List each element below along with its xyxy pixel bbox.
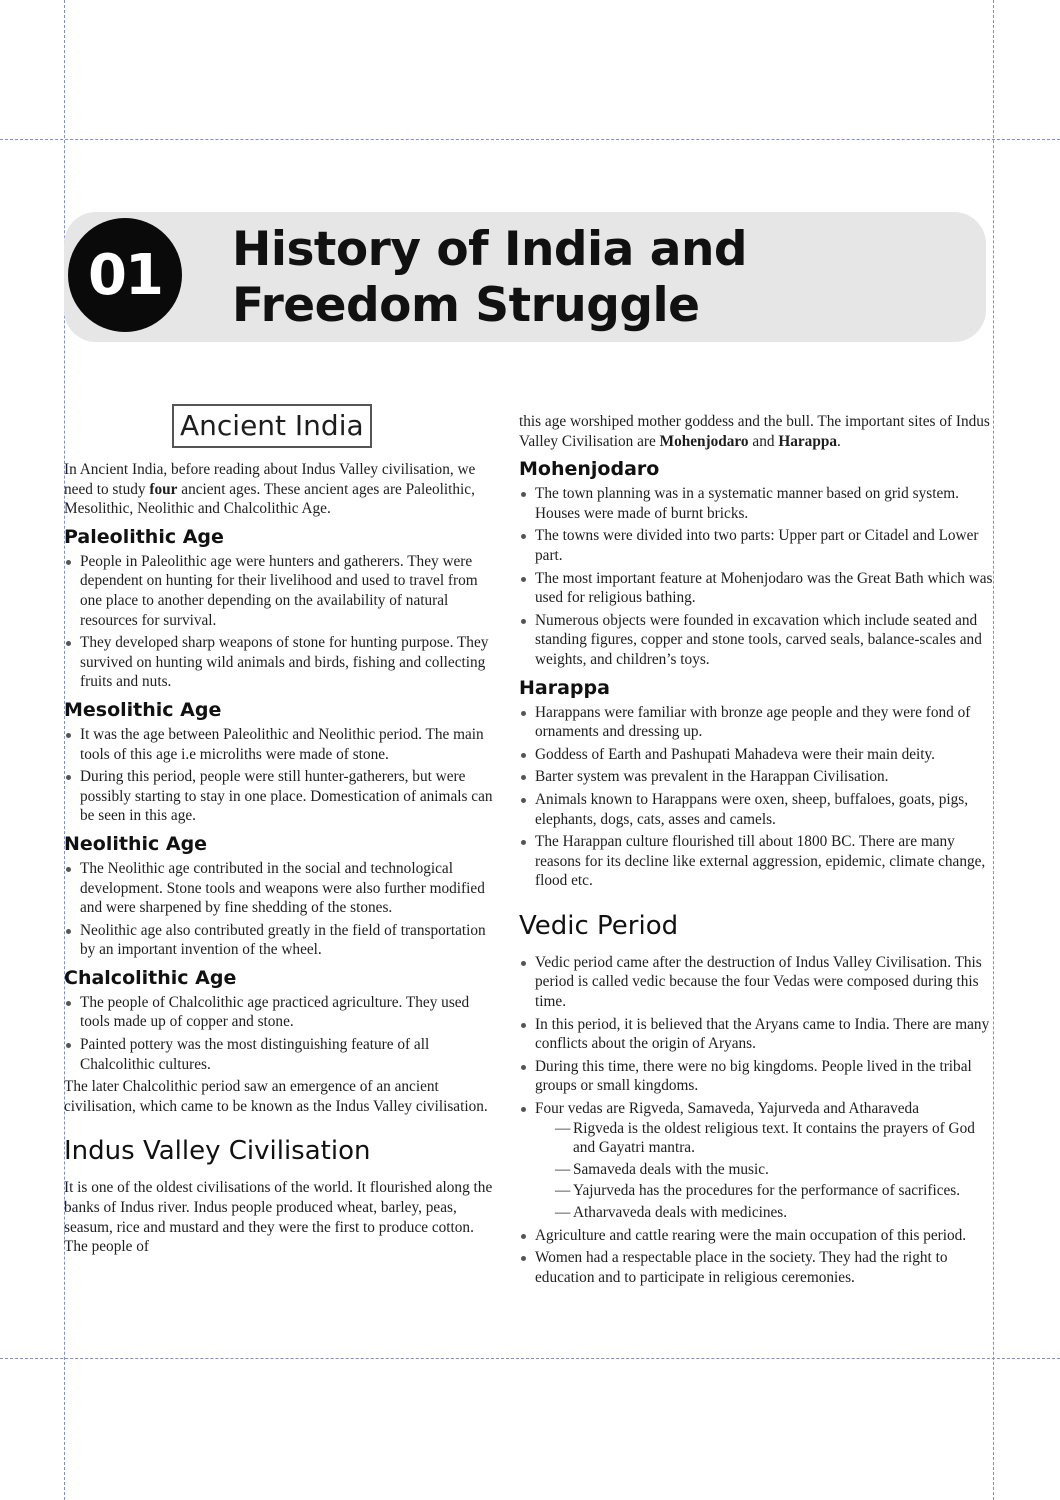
list-item: Women had a respectable place in the society. They had the right to education and to participate in religious ceremonies. xyxy=(519,1248,993,1287)
intro-paragraph: In Ancient India, before reading about Indus Valley civilisation, we need to study four ancient ages. These ancient ages are Paleolithic, Mesolithic, Neolithic and Chalcolithic Age. xyxy=(64,461,476,518)
list-item: During this time, there were no big kingdoms. People lived in the tribal groups or small kingdoms. xyxy=(519,1057,993,1096)
sublist-item: — Atharvaveda deals with medicines. xyxy=(535,1203,993,1223)
list-item-four-vedas xyxy=(519,1099,993,1223)
chalcolithic-closing-paragraph: The later Chalcolithic period saw an emergence of an ancient civilisation, which came to be known as the Indus Valley civilisation. xyxy=(64,1078,488,1115)
list-item: Goddess of Earth and Pashupati Mahadeva were their main deity. xyxy=(519,745,993,765)
list-harappa xyxy=(519,703,993,891)
crop-mark-top xyxy=(0,139,1060,140)
list-item: Harappans were familiar with bronze age people and they were fond of ornaments and dressing up. xyxy=(519,703,993,742)
list-vedic xyxy=(519,953,993,1288)
list-item: Vedic period came after the destruction of Indus Valley Civilisation. This period is called vedic because the four Vedas were composed during this time. xyxy=(519,953,993,1012)
list-item: The most important feature at Mohenjodaro was the Great Bath which was used for religious bathing. xyxy=(519,569,993,608)
list-item: Neolithic age also contributed greatly in the field of transportation by an important invention of the wheel. xyxy=(64,921,496,960)
chapter-title xyxy=(232,222,747,334)
bold-mohenjodaro: Mohenjodaro xyxy=(659,432,749,450)
indus-continued-paragraph: this age worshiped mother goddess and the bull. The important sites of Indus Valley Civilisation are Mohenjodaro and Harappa. xyxy=(519,413,990,450)
list-item: It was the age between Paleolithic and Neolithic period. The main tools of this age i.e microliths were made of stone. xyxy=(64,725,496,764)
left-column xyxy=(64,400,496,1257)
list-item: Barter system was prevalent in the Harappan Civilisation. xyxy=(519,767,993,787)
list-neolithic xyxy=(64,859,496,960)
four-vedas-text: Four vedas are Rigveda, Samaveda, Yajurveda and Atharaveda xyxy=(535,1100,919,1118)
heading-mesolithic: Mesolithic Age xyxy=(64,698,222,721)
heading-vedic-period: Vedic Period xyxy=(519,910,679,941)
list-item: The Neolithic age contributed in the social and technological development. Stone tools and weapons were also further modified and were sharpened by fine shedding of the stones. xyxy=(64,859,496,918)
heading-indus-valley: Indus Valley Civilisation xyxy=(64,1136,371,1167)
heading-harappa: Harappa xyxy=(519,676,610,699)
list-paleolithic xyxy=(64,552,496,692)
list-item: People in Paleolithic age were hunters and gatherers. They were dependent on hunting for their livelihood and used to travel from one place to another depending on the availability of natural resources for survival. xyxy=(64,552,496,630)
list-mesolithic xyxy=(64,725,496,826)
list-item: The people of Chalcolithic age practiced agriculture. They used tools made up of copper and stone. xyxy=(64,993,496,1032)
bold-harappa: Harappa xyxy=(778,432,837,450)
heading-neolithic: Neolithic Age xyxy=(64,832,208,855)
list-item: The towns were divided into two parts: Upper part or Citadel and Lower part. xyxy=(519,526,993,565)
right-column xyxy=(519,412,993,1290)
list-item: Animals known to Harappans were oxen, sheep, buffaloes, goats, pigs, elephants, dogs, cats, asses and camels. xyxy=(519,790,993,829)
list-chalcolithic xyxy=(64,993,496,1074)
list-item: They developed sharp weapons of stone for hunting purpose. They survived on hunting wild animals and birds, fishing and collecting fruits and nuts. xyxy=(64,633,496,692)
heading-chalcolithic: Chalcolithic Age xyxy=(64,966,237,989)
sublist-item: — Samaveda deals with the music. xyxy=(535,1160,993,1180)
list-mohenjodaro xyxy=(519,484,993,669)
list-item: During this period, people were still hunter-gatherers, but were possibly starting to stay in one place. Domestication of animals can be seen in this age. xyxy=(64,767,496,826)
chapter-title-line1: History of India and xyxy=(232,222,748,277)
list-item: The town planning was in a systematic manner based on grid system. Houses were made of burnt bricks. xyxy=(519,484,993,523)
indus-paragraph: It is one of the oldest civilisations of the world. It flourished along the banks of Indus river. Indus people produced wheat, barley, peas, seasum, rice and mustard and they were the first to produce cotton. The people of xyxy=(64,1179,493,1256)
chapter-title-line2: Freedom Struggle xyxy=(232,278,700,333)
intro-bold-four: four xyxy=(149,480,178,498)
chapter-number-badge: 01 xyxy=(68,218,182,332)
heading-mohenjodaro: Mohenjodaro xyxy=(519,458,660,481)
list-item: Painted pottery was the most distinguishing feature of all Chalcolithic cultures. xyxy=(64,1035,496,1074)
section-title-ancient-india: Ancient India xyxy=(172,404,372,448)
list-item: In this period, it is believed that the Aryans came to India. There are many conflicts about the origin of Aryans. xyxy=(519,1015,993,1054)
list-item: Numerous objects were founded in excavation which include seated and standing figures, copper and stone tools, carved seals, balance-scales and weights, and children’s toys. xyxy=(519,611,993,670)
crop-mark-right xyxy=(993,0,994,1500)
sublist-item: — Rigveda is the oldest religious text. It contains the prayers of God and Gayatri mantra. xyxy=(535,1119,993,1158)
sublist-item: — Yajurveda has the procedures for the performance of sacrifices. xyxy=(535,1181,993,1201)
list-item: Agriculture and cattle rearing were the main occupation of this period. xyxy=(519,1226,993,1246)
crop-mark-bottom xyxy=(0,1358,1060,1359)
list-item: The Harappan culture flourished till about 1800 BC. There are many reasons for its decline like external aggression, epidemic, climate change, flood etc. xyxy=(519,832,993,891)
heading-paleolithic: Paleolithic Age xyxy=(64,525,224,548)
sublist-vedas xyxy=(535,1119,993,1223)
